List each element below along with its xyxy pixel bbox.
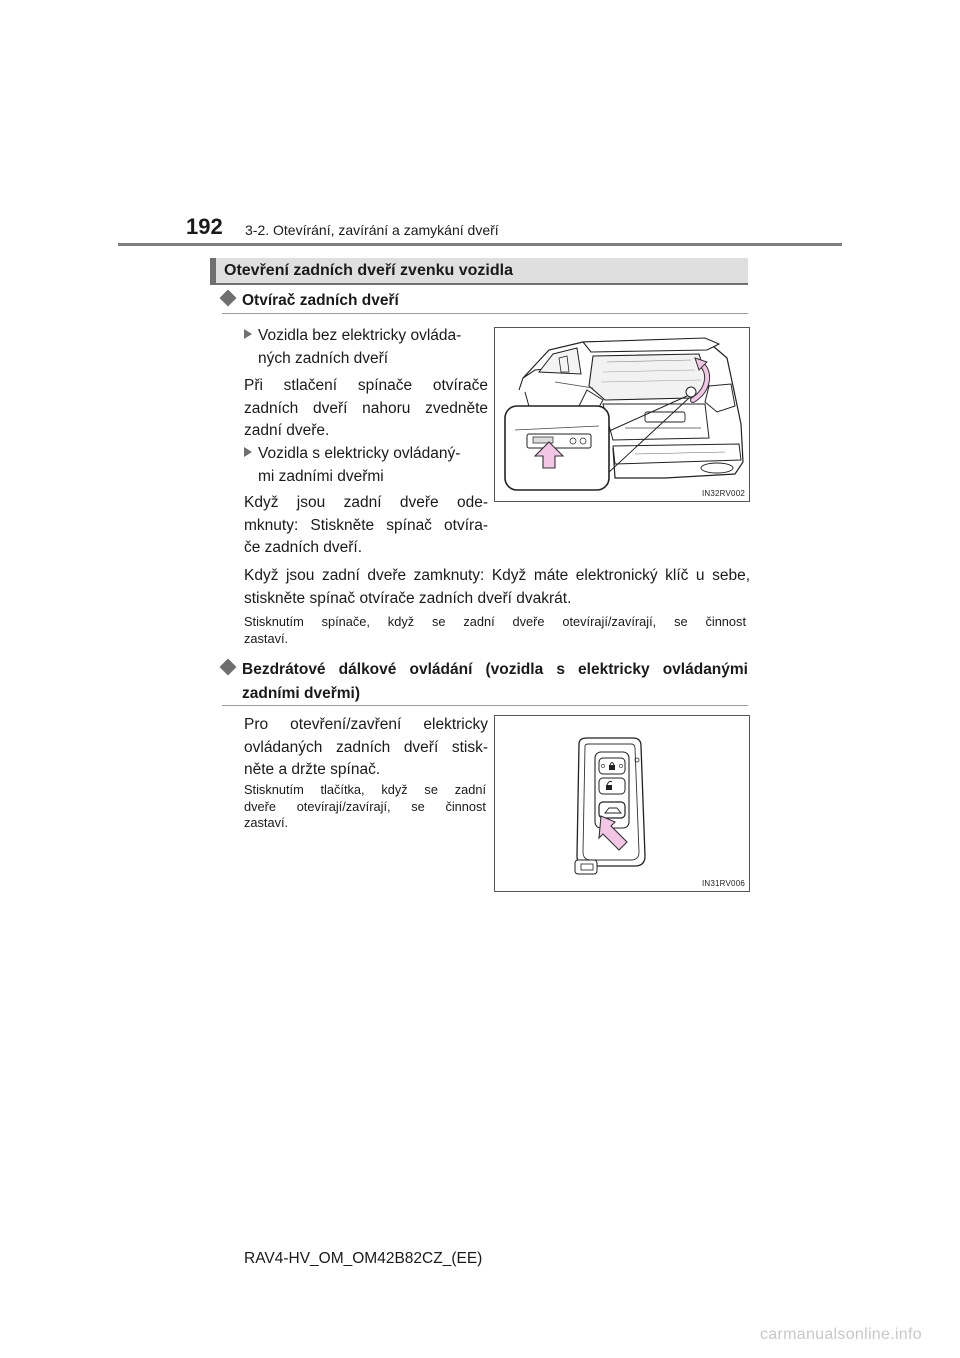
car-rear-illustration bbox=[495, 328, 749, 501]
key-fob-illustration bbox=[495, 716, 749, 891]
watermark: carmanualsonline.info bbox=[760, 1326, 922, 1343]
item-instruction bbox=[244, 492, 488, 560]
item-title-line: ných zadních dveří bbox=[258, 349, 389, 367]
item-title-line: mi zadními dveřmi bbox=[258, 467, 384, 485]
text-line: Pro otevření/zavření elektricky bbox=[244, 716, 488, 733]
text-line: něte a držte spínač. bbox=[244, 761, 381, 778]
subsection-title: Otvírač zadních dveří bbox=[242, 292, 399, 309]
item-title-line: Vozidla s elektricky ovládaný- bbox=[258, 445, 461, 462]
triangle-bullet-icon bbox=[244, 329, 252, 339]
item-vehicles-without-power-door bbox=[244, 325, 488, 370]
header-rule bbox=[118, 243, 842, 246]
subsection-rule bbox=[222, 313, 748, 314]
text-line: če zadních dveří. bbox=[244, 539, 363, 556]
text-line: dveře otevírají/zavírají, se činnost bbox=[244, 798, 486, 814]
triangle-bullet-icon bbox=[244, 447, 252, 457]
subsection-heading-opener bbox=[222, 290, 399, 311]
running-title: 3-2. Otevírání, zavírání a zamykání dveří bbox=[245, 222, 499, 238]
remote-note bbox=[244, 782, 486, 832]
figure-key-fob bbox=[494, 715, 750, 892]
item-title-line: Vozidla bez elektricky ovláda- bbox=[258, 327, 462, 344]
text-line: Stisknutím spínače, když se zadní dveře otevírají/zavírají, se činnost bbox=[244, 614, 746, 629]
item-vehicles-with-power-door bbox=[244, 443, 488, 488]
figure-id: IN31RV006 bbox=[701, 879, 745, 888]
subsection-heading-remote bbox=[222, 658, 748, 706]
section-title: Otevření zadních dveří zvenku vozidla bbox=[224, 262, 513, 279]
text-line: Když jsou zadní dveře ode- bbox=[244, 494, 488, 511]
text-line: zastaví. bbox=[244, 630, 289, 646]
page-number: 192 bbox=[186, 214, 223, 239]
note bbox=[244, 614, 746, 647]
diamond-bullet-icon bbox=[220, 659, 237, 676]
text-line: Při stlačení spínače otvírače bbox=[244, 377, 488, 394]
text-line: stiskněte spínač otvírače zadních dveří dvakrát. bbox=[244, 589, 572, 607]
text-line: mknuty: Stiskněte spínač otvíra- bbox=[244, 516, 488, 534]
text-line: zastaví. bbox=[244, 815, 289, 830]
figure-rear-door-opener bbox=[494, 327, 750, 502]
text-line: zadních dveří nahoru zvedněte bbox=[244, 399, 488, 417]
item-instruction bbox=[244, 375, 488, 443]
diamond-bullet-icon bbox=[220, 290, 237, 307]
section-bar-tab bbox=[210, 258, 216, 285]
subsection-rule bbox=[222, 705, 748, 706]
subsection-title-line: zadními dveřmi) bbox=[242, 685, 360, 702]
section-title-bar bbox=[210, 258, 748, 285]
text-line: ovládaných zadních dveří stisk- bbox=[244, 738, 488, 756]
subsection-title-line: Bezdrátové dálkové ovládání (vozidla s elektricky ovládanými bbox=[242, 661, 748, 678]
remote-instruction bbox=[244, 714, 488, 782]
text-line: zadní dveře. bbox=[244, 422, 330, 439]
locked-instruction bbox=[244, 565, 750, 610]
figure-id: IN32RV002 bbox=[701, 489, 745, 498]
text-line: Když jsou zadní dveře zamknuty: Když máte elektronický klíč u sebe, bbox=[244, 567, 750, 584]
document-code: RAV4-HV_OM_OM42B82CZ_(EE) bbox=[244, 1250, 483, 1267]
text-line: Stisknutím tlačítka, když se zadní bbox=[244, 782, 486, 797]
